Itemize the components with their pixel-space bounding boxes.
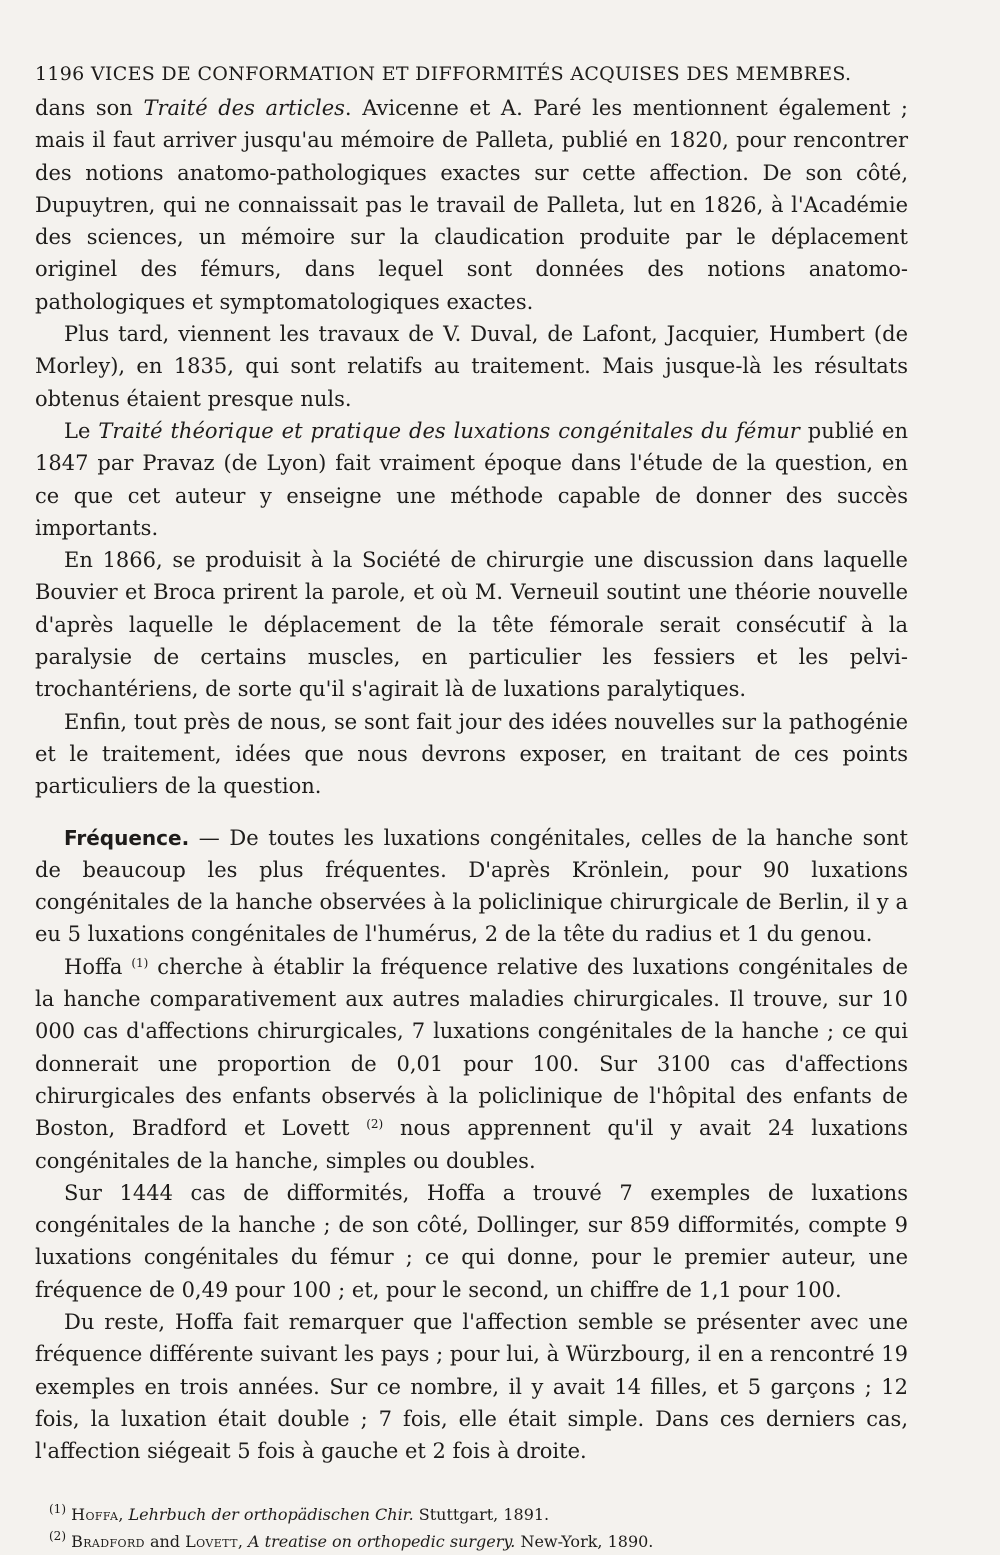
paragraph-8: Sur 1444 cas de difformités, Hoffa a trouvé 7 exemples de luxations congénitales de la hanche ; de son côté, Dollinger, sur 859 difformités, compte 9 luxations congénitales du fémur ; ce qui donne, pour le premier auteur, une fréquence de 0,49 pour 100 ; et, pour le second, un chiffre de 1,1 pour 100. bbox=[35, 1180, 908, 1302]
footnote-title: Lehrbuch der orthopädischen Chir. bbox=[128, 1505, 414, 1525]
footnote-ref-2[interactable]: (2) bbox=[366, 1117, 384, 1132]
page-number: 1196 bbox=[35, 63, 85, 85]
book-title: Traité théorique et pratique des luxations congénitales du fémur bbox=[98, 418, 800, 443]
paragraph-frequence: Fréquence. — De toutes les luxations congénitales, celles de la hanche sont de beaucoup les plus fréquentes. D'après Krönlein, pour 90 luxations congénitales de la hanche observées à la policlinique chirurgicale de Berlin, il y a eu 5 luxations congénitales de l'humérus, 2 de la tête du radius et 1 du genou. bbox=[35, 825, 908, 947]
paragraph-2: Plus tard, viennent les travaux de V. Duval, de Lafont, Jacquier, Humbert (de Morley), en 1835, qui sont relatifs au traitement. Mais jusque-là les résultats obtenus étaient presque nuls. bbox=[35, 322, 908, 411]
paragraph-3: Le Traité théorique et pratique des luxations congénitales du fémur publié en 1847 par Pravaz (de Lyon) fait vraiment époque dans l'étude de la question, en ce que cet auteur y enseigne une méthode capable de donner des succès importants. bbox=[35, 418, 908, 540]
paragraph-1: dans son Traité des articles. Avicenne et A. Paré les mentionnent également ; mais il faut arriver jusqu'au mémoire de Palleta, publié en 1820, pour rencontrer des notions anatomo-pathologiques exactes sur cette affection. De son côté, Dupuytren, qui ne connaissait pas le travail de Palleta, lut en 1826, à l'Académie des sciences, un mémoire sur la claudication produite par le déplacement originel des fémurs, dans lequel sont données des notions anatomo-pathologiques et symptomatologiques exactes. bbox=[35, 96, 908, 314]
running-head bbox=[35, 58, 908, 90]
footnotes bbox=[35, 1501, 908, 1555]
footnote-title: A treatise on orthopedic surgery. bbox=[248, 1532, 516, 1552]
footnote-author: Bradford bbox=[71, 1532, 145, 1552]
paragraph-9: Du reste, Hoffa fait remarquer que l'affection semble se présenter avec une fréquence différente suivant les pays ; pour lui, à Würzbourg, il en a rencontré 19 exemples en trois années. Sur ce nombre, il y avait 14 filles, et 5 garçons ; 12 fois, la luxation était double ; 7 fois, elle était simple. Dans ces derniers cas, l'affection siégeait 5 fois à gauche et 2 fois à droite. bbox=[35, 1309, 908, 1464]
paragraph-4: En 1866, se produisit à la Société de chirurgie une discussion dans laquelle Bouvier et Broca prirent la parole, et où M. Verneuil soutint une théorie nouvelle d'après laquelle le déplacement de la tête fémorale serait consécutif à la paralysie de certains muscles, en particulier les fessiers et les pelvi-trochantériens, de sorte qu'il s'agirait là de luxations paralytiques. bbox=[35, 548, 908, 702]
body-text bbox=[35, 92, 908, 1467]
section-heading: Fréquence. bbox=[64, 825, 190, 850]
footnote-2: $^{(2)}$ Bradford and Lovett, A treatise on orthopedic surgery. New-York, 1890. bbox=[49, 1529, 654, 1552]
paragraph-5: Enfin, tout près de nous, se sont fait jour des idées nouvelles sur la pathogénie et le traitement, idées que nous devrons exposer, en traitant de ces points particuliers de la question. bbox=[35, 709, 908, 799]
footnote-ref-1[interactable]: (1) bbox=[131, 955, 149, 970]
footnote-author: Hoffa bbox=[71, 1505, 119, 1525]
book-title: Traité des articles bbox=[143, 96, 345, 120]
paragraph-7: Hoffa $^{(1)}$ cherche à établir la fréquence relative des luxations congénitales de la hanche comparativement aux autres maladies chirurgicales. Il trouve, sur 10 000 cas d'affections chirurgicales, 7 luxations congénitales de la hanche ; ce qui donnerait une proportion de 0,01 pour 100. Sur 3100 cas d'affections chirurgicales des enfants observés à la policlinique de l'hôpital des enfants de Boston, Bradford et Lovett $^{(2)}$ nous apprennent qu'il y avait 24 luxations congénitales de la hanche, simples ou doubles. bbox=[35, 954, 909, 1173]
running-title: VICES DE CONFORMATION ET DIFFORMITÉS ACQUISES DES MEMBRES. bbox=[90, 63, 852, 85]
footnote-1: $^{(1)}$ Hoffa, Lehrbuch der orthopädischen Chir. Stuttgart, 1891. bbox=[49, 1502, 550, 1525]
footnote-author: Lovett bbox=[185, 1532, 238, 1552]
